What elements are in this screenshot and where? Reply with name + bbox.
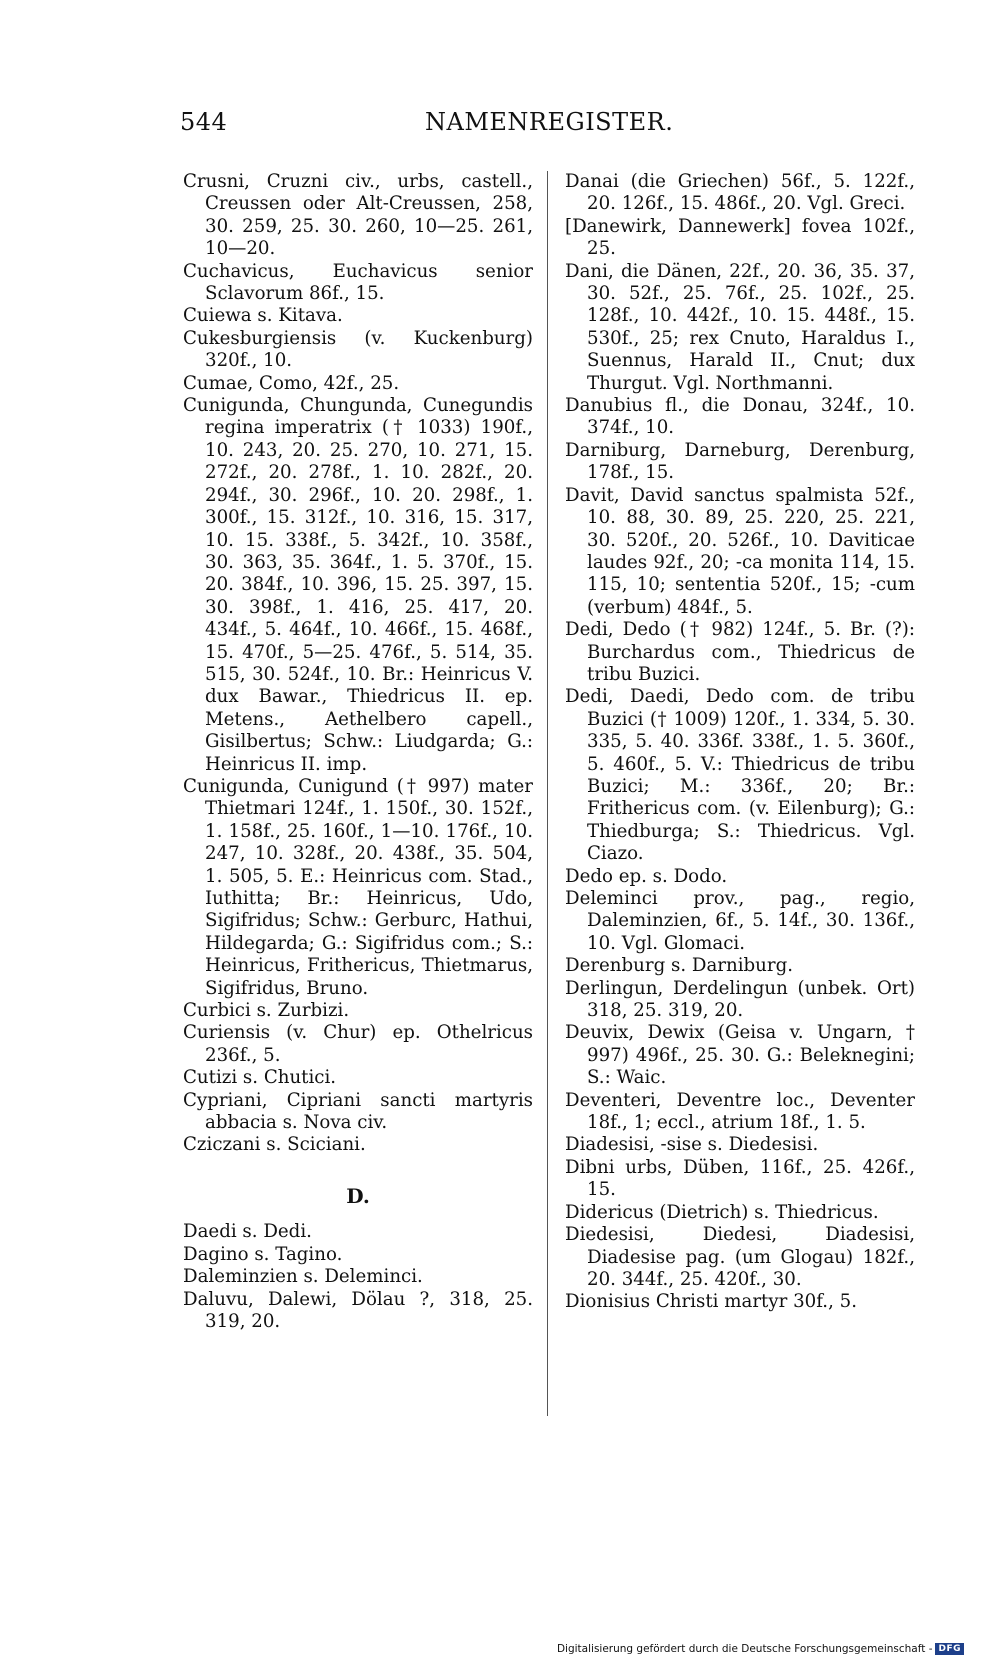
index-entry: Derlingun, Derdelingun (unbek. Ort) 318, 25. 319, 20. [565,977,915,1022]
index-entry: Cunigunda, Chungunda, Cunegundis regina imperatrix († 1033) 190f., 10. 243, 20. 25. 270, 10. 271, 15. 272f., 20. 278f., 1. 10. 282f., 20. 294f., 30. 296f., 10. 20. 298f., 1. 300f., 15. 312f., 10. 316, 15. 317, 10. 15. 338f., 5. 342f., 10. 358f., 30. 363, 35. 364f., 1. 5. 370f., 15. 20. 384f., 10. 396, 15. 25. 397, 15. 30. 398f., 1. 416, 25. 417, 20. 434f., 5. 464f., 10. 466f., 15. 468f., 15. 470f., 5—25. 476f., 5. 514, 35. 515, 30. 524f., 10. Br.: Heinricus V. dux Bawar., Thiedricus II. ep. Metens., Aethelbero capell., Gisilbertus; Schw.: Liudgarda; G.: Heinricus II. imp. [183,395,533,775]
index-entry: Curiensis (v. Chur) ep. Othelricus 236f., 5. [183,1022,533,1066]
index-entry: Dani, die Dänen, 22f., 20. 36, 35. 37, 30. 52f., 25. 76f., 25. 102f., 25. 128f., 10. 442f., 10. 15. 448f., 15. 530f., 25; rex Cnuto, Haraldus I., Suennus, Harald II., Cnut; dux Thurgut. Vgl. Northmanni. [565,260,915,394]
index-entry: Dedo ep. s. Dodo. [565,865,728,887]
index-entry: Daluvu, Dalewi, Dölau ?, 318, 25. 319, 20. [183,1288,533,1332]
right-column [565,171,915,1314]
index-entry: Deventeri, Deventre loc., Deventer 18f., 1; eccl., atrium 18f., 1. 5. [565,1089,915,1134]
index-entry: Deleminci prov., pag., regio, Daleminzien, 6f., 5. 14f., 30. 136f., 10. Vgl. Glomaci. [565,888,915,954]
index-entry: Cuiewa s. Kitava. [183,305,343,327]
column-divider [547,171,548,1416]
index-entry: Cunigunda, Cunigund († 997) mater Thietmari 124f., 1. 150f., 30. 152f., 1. 158f., 25. 160f., 1—10. 176f., 10. 247, 10. 328f., 20. 438f., 35. 504, 1. 505, 5. E.: Heinricus com. Stad., Iuthitta; Br.: Heinricus, Udo, Sigifridus; Schw.: Gerburc, Hathui, Hildegarda; G.: Sigifridus com.; S.: Heinricus, Frithericus, Thietmarus, Sigifridus, Bruno. [183,775,533,999]
index-entry: Crusni, Cruzni civ., urbs, castell., Creussen oder Alt-Creussen, 258, 30. 259, 25. 30. 260, 10—25. 261, 10—20. [183,171,533,260]
dfg-logo: DFG [935,1643,964,1655]
index-entry: Darniburg, Darneburg, Derenburg, 178f., 15. [565,439,915,484]
footer-credit [557,1643,964,1655]
index-entry: Didericus (Dietrich) s. Thiedricus. [565,1201,879,1223]
running-title: NAMENREGISTER. [425,108,674,136]
index-entry: Cutizi s. Chutici. [183,1067,337,1089]
index-entry: Diadesisi, -sise s. Diedesisi. [565,1134,819,1156]
index-entry: Cuchavicus, Euchavicus senior Sclavorum 86f., 15. [183,260,533,305]
left-column [183,171,533,1333]
index-entry: [Danewirk, Dannewerk] fovea 102f., 25. [565,215,915,260]
section-heading: D. [346,1183,370,1208]
footer-text: Digitalisierung gefördert durch die Deutsche Forschungsgemeinschaft - [556,1643,933,1655]
index-entry: Dagino s. Tagino. [183,1243,343,1265]
index-entry: Daedi s. Dedi. [183,1221,312,1243]
index-entry: Davit, David sanctus spalmista 52f., 10. 88, 30. 89, 25. 220, 25. 221, 30. 520f., 20. 526f., 10. Daviticae laudes 92f., 20; -ca monita 114, 15. 115, 10; sententia 520f., 15; -cum (verbum) 484f., 5. [565,484,915,618]
index-entry: Deuvix, Dewix (Geisa v. Ungarn, † 997) 496f., 25. 30. G.: Beleknegini; S.: Waic. [565,1022,915,1089]
index-entry: Diedesisi, Diedesi, Diadesisi, Diadesise pag. (um Glogau) 182f., 20. 344f., 25. 420f., 30. [565,1224,915,1290]
page-number: 544 [180,108,228,136]
index-entry: Dedi, Dedo († 982) 124f., 5. Br. (?): Burchardus com., Thiedricus de tribu Buzici. [565,619,915,685]
index-entry: Dionisius Christi martyr 30f., 5. [565,1291,858,1313]
index-entry: Cypriani, Cipriani sancti martyris abbacia s. Nova civ. [183,1089,533,1134]
index-entry: Dedi, Daedi, Dedo com. de tribu Buzici († 1009) 120f., 1. 334, 5. 30. 335, 5. 40. 336f. 338f., 1. 5. 360f., 5. 460f., 5. V.: Thiedricus de tribu Buzici; M.: 336f., 20; Br.: Frithericus com. (v. Eilenburg); G.: Thiedburga; S.: Thiedricus. Vgl. Ciazo. [565,686,915,865]
index-entry: Danai (die Griechen) 56f., 5. 122f., 20. 126f., 15. 486f., 20. Vgl. Greci. [565,171,915,215]
index-entry: Cumae, Como, 42f., 25. [183,372,400,394]
index-entry: Cukesburgiensis (v. Kuckenburg) 320f., 10. [183,327,533,372]
index-entry: Dibni urbs, Düben, 116f., 25. 426f., 15. [565,1156,915,1201]
index-entry: Cziczani s. Sciciani. [183,1134,366,1156]
index-entry: Daleminzien s. Deleminci. [183,1266,423,1288]
index-entry: Danubius fl., die Donau, 324f., 10. 374f., 10. [565,395,915,439]
index-entry: Curbici s. Zurbizi. [183,1000,350,1022]
index-entry: Derenburg s. Darniburg. [565,955,794,977]
